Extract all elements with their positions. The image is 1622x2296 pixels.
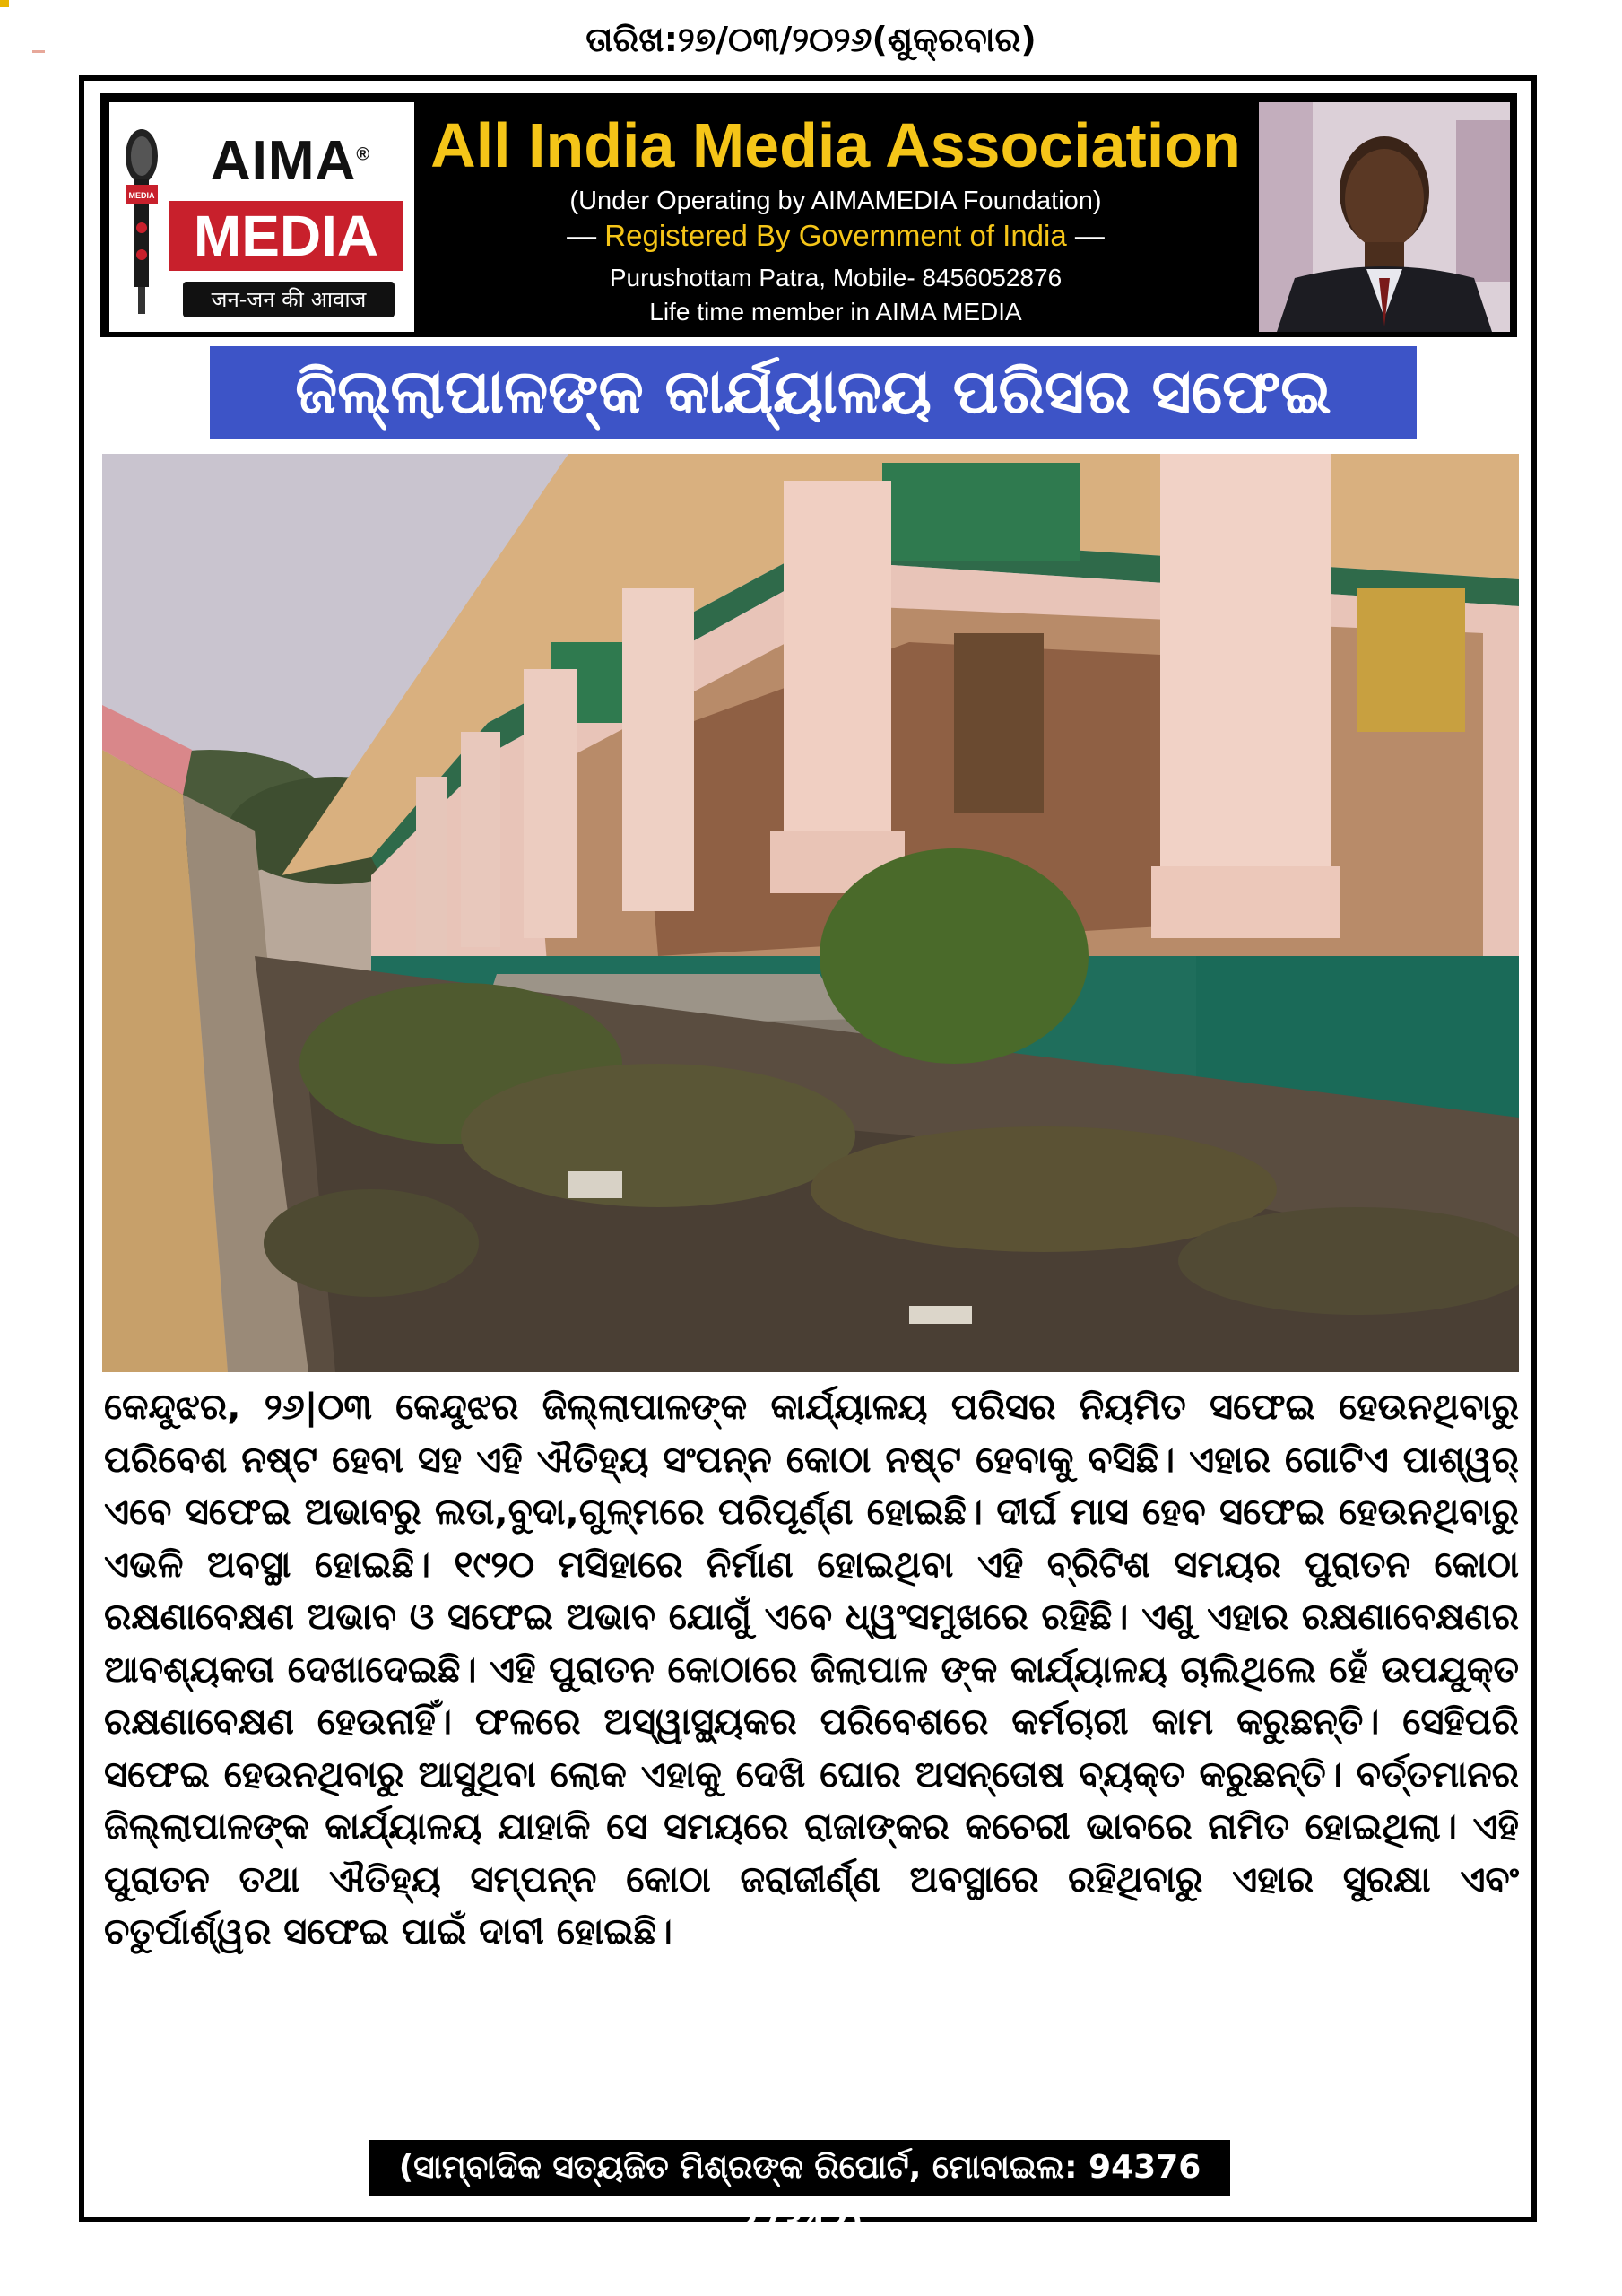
corner-mark	[0, 0, 9, 7]
news-card	[79, 75, 1537, 2241]
logo-tagline: जन-जन की आवाज	[183, 282, 395, 317]
member-portrait	[1259, 102, 1510, 332]
headline: ଜିଲ୍ଲାପାଳଙ୍କ କାର୍ଯ୍ୟାଳୟ ପରିସର ସଫେଇ	[210, 346, 1417, 439]
reporter-credit: (ସାମ୍ବାଦିକ ସତ୍ୟଜିତ ମିଶ୍ରଙ୍କ ରିପୋର୍ଟ, ମୋବାଇଲ: 94376 27342)	[369, 2140, 1230, 2196]
news-photo	[102, 454, 1519, 1372]
association-title: All India Media Association	[430, 110, 1241, 180]
microphone-icon	[122, 120, 161, 317]
association-subtitle: (Under Operating by AIMAMEDIA Foundation)	[569, 187, 1102, 215]
aima-media-logo	[109, 102, 414, 332]
article-body: କେନ୍ଦୁଝର, ୨୬|୦୩ କେନ୍ଦୁଝର ଜିଲ୍ଲାପାଳଙ୍କ କାର୍ଯ୍ୟାଳୟ ପରିସର ନିୟମିତ ସଫେଇ ହେଉନଥିବାରୁ ପରିବେଶ ନଷ୍ଟ ହେବା ସହ ଏହି ଐତିହ୍ୟ ସଂପନ୍ନ କୋଠା ନଷ୍ଟ ହେବାକୁ ବସିଛି। ଏହାର ଗୋଟିଏ ପାଶ୍ୱର୍ ଏବେ ସଫେଇ ଅଭାବରୁ ଲତା,ବୁଦା,ଗୁଳ୍ମରେ ପରିପୂର୍ଣ୍ଣ ହୋଇଛି। ଦୀର୍ଘ ମାସ ହେବ ସଫେଇ ହେଉନଥିବାରୁ ଏଭଳି ଅବସ୍ଥା ହୋଇଛି। ୧୯୨୦ ମସିହାରେ ନିର୍ମାଣ ହୋଇଥିବା ଏହି ବ୍ରିଟିଶ ସମୟର ପୁରାତନ କୋଠା ରକ୍ଷଣାବେକ୍ଷଣ ଅଭାବ ଓ ସଫେଇ ଅଭାବ ଯୋଗୁଁ ଏବେ ଧ୍ୱଂସମୁଖରେ ରହିଛି। ଏଣୁ ଏହାର ରକ୍ଷଣାବେକ୍ଷଣର ଆବଶ୍ୟକତା ଦେଖାଦେଇଛି। ଏହି ପୁରାତନ କୋଠାରେ ଜିଲାପାଳ ଙ୍କ କାର୍ଯ୍ୟାଳୟ ଚାଲିଥିଲେ ହେଁ ଉପଯୁକ୍ତ ରକ୍ଷଣାବେକ୍ଷଣ ହେଉନାହିଁ। ଫଳରେ ଅସ୍ୱାସ୍ଥ୍ୟକର ପରିବେଶରେ କର୍ମଚାରୀ କାମ କରୁଛନ୍ତି। ସେହିପରି ସଫେଇ ହେଉନଥିବାରୁ ଆସୁଥିବା ଲୋକ ଏହାକୁ ଦେଖି ଘୋର ଅସନ୍ତୋଷ ବ୍ୟକ୍ତ କରୁଛନ୍ତି। ବର୍ତ୍ତମାନର ଜିଲ୍ଲାପାଳଙ୍କ କାର୍ଯ୍ୟାଳୟ ଯାହାକି ସେ ସମୟରେ ରାଜାଙ୍କର କଚେରୀ ଭାବରେ ନାମିତ ହୋଇଥିଲା। ଏହି ପୁରାତନ ତଥା ଐତିହ୍ୟ ସମ୍ପନ୍ନ କୋଠା ଜରାଜୀର୍ଣ୍ଣ ଅବସ୍ଥାରେ ରହିଥିବାରୁ ଏହାର ସୁରକ୍ଷା ଏବଂ ଚତୁର୍ପାର୍ଶ୍ୱର ସଫେଇ ପାଇଁ ଦାବୀ ହୋଇଛି।	[104, 1387, 1519, 1952]
logo-aima-text: AIMA®	[210, 130, 371, 192]
logo-media-text: MEDIA	[169, 201, 403, 271]
contact-line: Purushottam Patra, Mobile- 8456052876	[609, 264, 1063, 291]
membership-line: Life time member in AIMA MEDIA	[649, 298, 1022, 326]
mic-label: MEDIA	[128, 191, 155, 200]
date-line: ତାରିଖ:୨୭/୦୩/୨୦୨୬(ଶୁକ୍ରବାର)	[585, 20, 1037, 59]
header-banner	[100, 93, 1517, 337]
registration-line: — Registered By Government of India —	[567, 219, 1105, 252]
